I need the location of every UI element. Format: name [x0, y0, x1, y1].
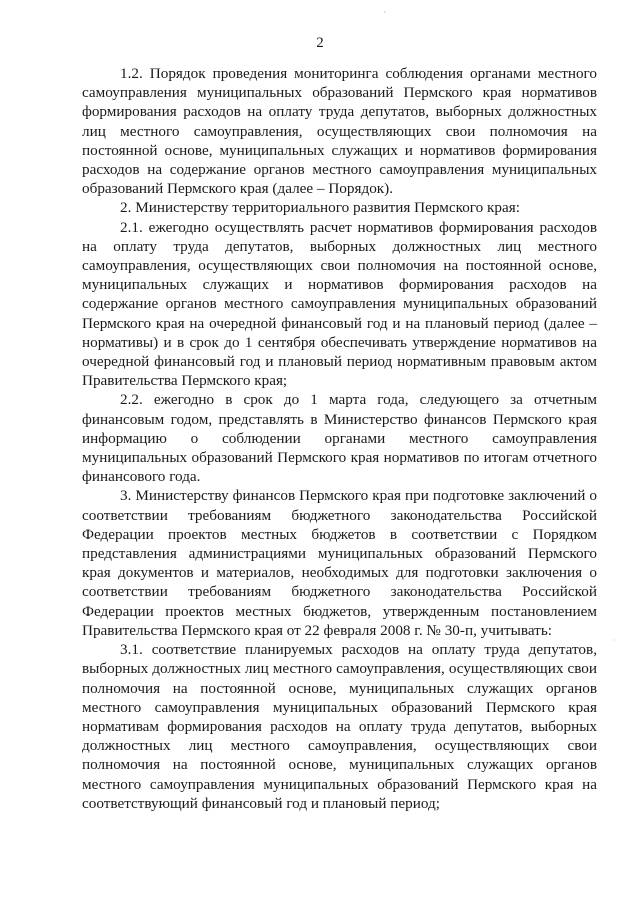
page-number: 2: [316, 35, 324, 51]
paragraph-1-2: 1.2. Порядок проведения мониторинга соблюдения органами местного самоуправления муниципальных образований Пермского края нормативов формирования расходов на оплату труда депутатов, выборных должностных лиц местного самоуправления, осуществляющих свои полномочия на постоянной основе, муниципальных служащих и нормативов формирования расходов на содержание органов местного самоуправления муниципальных образований Пермского края (далее – Порядок).: [82, 65, 597, 198]
document-body: [82, 64, 597, 813]
paragraph-3: 3. Министерству финансов Пермского края при подготовке заключений о соответствии требованиям бюджетного законодательства Российской Федерации проектов местных бюджетов в соответствии с Порядком представления администрациями муниципальных образований Пермского края документов и материалов, необходимых для подготовки заключения о соответствии требованиям бюджетного законодательства Российской Федерации проектов местных бюджетов, утвержденным постановлением Правительства Пермского края от 22 февраля 2008 г. № 30-п, учитывать:: [82, 487, 597, 639]
paragraph-2-1: 2.1. ежегодно осуществлять расчет нормативов формирования расходов на оплату труда депутатов, выборных должностных лиц местного самоуправления, осуществляющих свои полномочия на постоянной основе, муниципальных служащих и нормативов формирования расходов на содержание органов местного самоуправления муниципальных образований Пермского края на очередной финансовый год и на плановый период (далее – нормативы) и в срок до 1 сентября обеспечивать утверждение нормативов на очередной финансовый год и плановый период нормативным правовым актом Правительства Пермского края;: [82, 218, 597, 390]
scan-speck: [613, 639, 614, 640]
paragraph-3-1: 3.1. соответствие планируемых расходов на оплату труда депутатов, выборных должностных лиц местного самоуправления, осуществляющих свои полномочия на постоянной основе, муниципальных служащих органов местного самоуправления муниципальных образований Пермского края нормативам формирования расходов на оплату труда депутатов, выборных должностных лиц местного самоуправления, осуществляющих свои полномочия на постоянной основе, муниципальных служащих органов местного самоуправления муниципальных образований Пермского края на соответствующий финансовый год и плановый период;: [82, 641, 597, 812]
scan-speck: [384, 11, 385, 12]
paragraph-2: 2. Министерству территориального развития Пермского края:: [120, 199, 520, 217]
paragraph-2-2: 2.2. ежегодно в срок до 1 марта года, следующего за отчетным финансовым годом, представлять в Министерство финансов Пермского края информацию о соблюдении органами местного самоуправления муниципальных образований Пермского края нормативов по итогам отчетного финансового года.: [82, 391, 597, 486]
